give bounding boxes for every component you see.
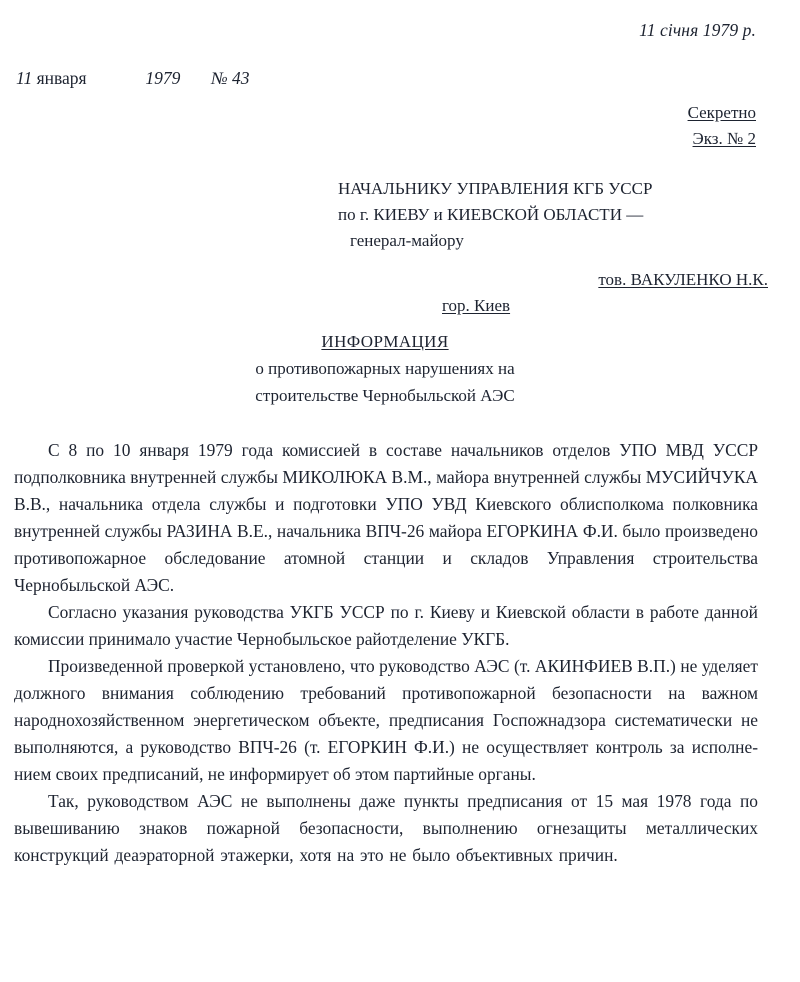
registration-month: января — [36, 68, 87, 88]
body-paragraph-3: Произведенной проверкой установлено, что руководство АЭС (т. АКИНФИЕВ В.П.) не уделяет должного внимания соблюдению требований противопожарной безопасности на важном народнохозяйственном энергетическом объекте, предписания Госпожнадзора систематически не выполняются, а руководство ВПЧ-26 (т. ЕГОРКИН Ф.И.) не осуществляет контроль за исполнением своих предписаний, не информирует об этом партийные органы. — [14, 656, 758, 784]
document-title-row — [0, 328, 770, 355]
addressee-block — [338, 176, 768, 319]
addressee-city: гор. Киев — [442, 296, 511, 315]
addressee-line-1: НАЧАЛЬНИКУ УПРАВЛЕНИЯ КГБ УССР — [338, 179, 653, 198]
body-paragraph-1: С 8 по 10 января 1979 года комиссией в составе начальников отделов УПО МВД УССР подполковника внутренней службы МИКОЛЮКА В.М., майора внутренней службы МУСИЙЧУКА В.В., начальника отдела службы и подготовки УПО УВД Киевского облисполкома полковника внутренней службы РАЗИНА В.Е., начальника ВПЧ-26 майора ЕГОРКИНА Ф.И. было произведено противопожарное обследование атомной станции и складов Управления строительства Чернобыльской АЭС. — [14, 440, 758, 595]
registration-line — [16, 68, 249, 89]
document-subtitle-line-2: строительстве Чернобыльской АЭС — [255, 386, 515, 405]
publication-date: 11 січня 1979 р. — [639, 20, 756, 40]
copy-number-row — [688, 126, 756, 152]
body-paragraph-4: Так, руководством АЭС не выполнены даже пункты предписания от 15 мая 1978 года по вывешиванию знаков пожарной безопасности, выполнению огнезащиты металлических конструкций деаэраторной этажерки, хотя на это не было объективных причин. — [14, 791, 758, 865]
registration-year: 1979 — [145, 68, 181, 88]
addressee-rank: генерал-майору — [350, 231, 464, 250]
addressee-line-2: по г. КИЕВУ и КИЕВСКОЙ ОБЛАСТИ — — [338, 205, 644, 224]
document-body — [14, 437, 758, 869]
copy-number: Экз. № 2 — [692, 129, 756, 148]
addressee-city-row — [338, 293, 768, 319]
body-paragraph-2: Согласно указания руководства УКГБ УССР по г. Киеву и Киевской области в работе данной комиссии принимало участие Чернобыльское райотделение УКГБ. — [14, 602, 758, 649]
registration-day: 11 — [16, 68, 33, 88]
addressee-recipient-row — [338, 267, 768, 293]
registration-number: № 43 — [211, 68, 250, 88]
secrecy-label-row — [688, 100, 756, 126]
addressee-recipient: тов. ВАКУЛЕНКО Н.К. — [598, 270, 768, 289]
classification-block — [688, 100, 756, 152]
secrecy-label: Секретно — [687, 103, 756, 122]
document-title-block — [0, 328, 770, 409]
document-subtitle-line-1: о противопожарных нарушениях на — [255, 359, 515, 378]
document-title: ИНФОРМАЦИЯ — [321, 332, 449, 351]
